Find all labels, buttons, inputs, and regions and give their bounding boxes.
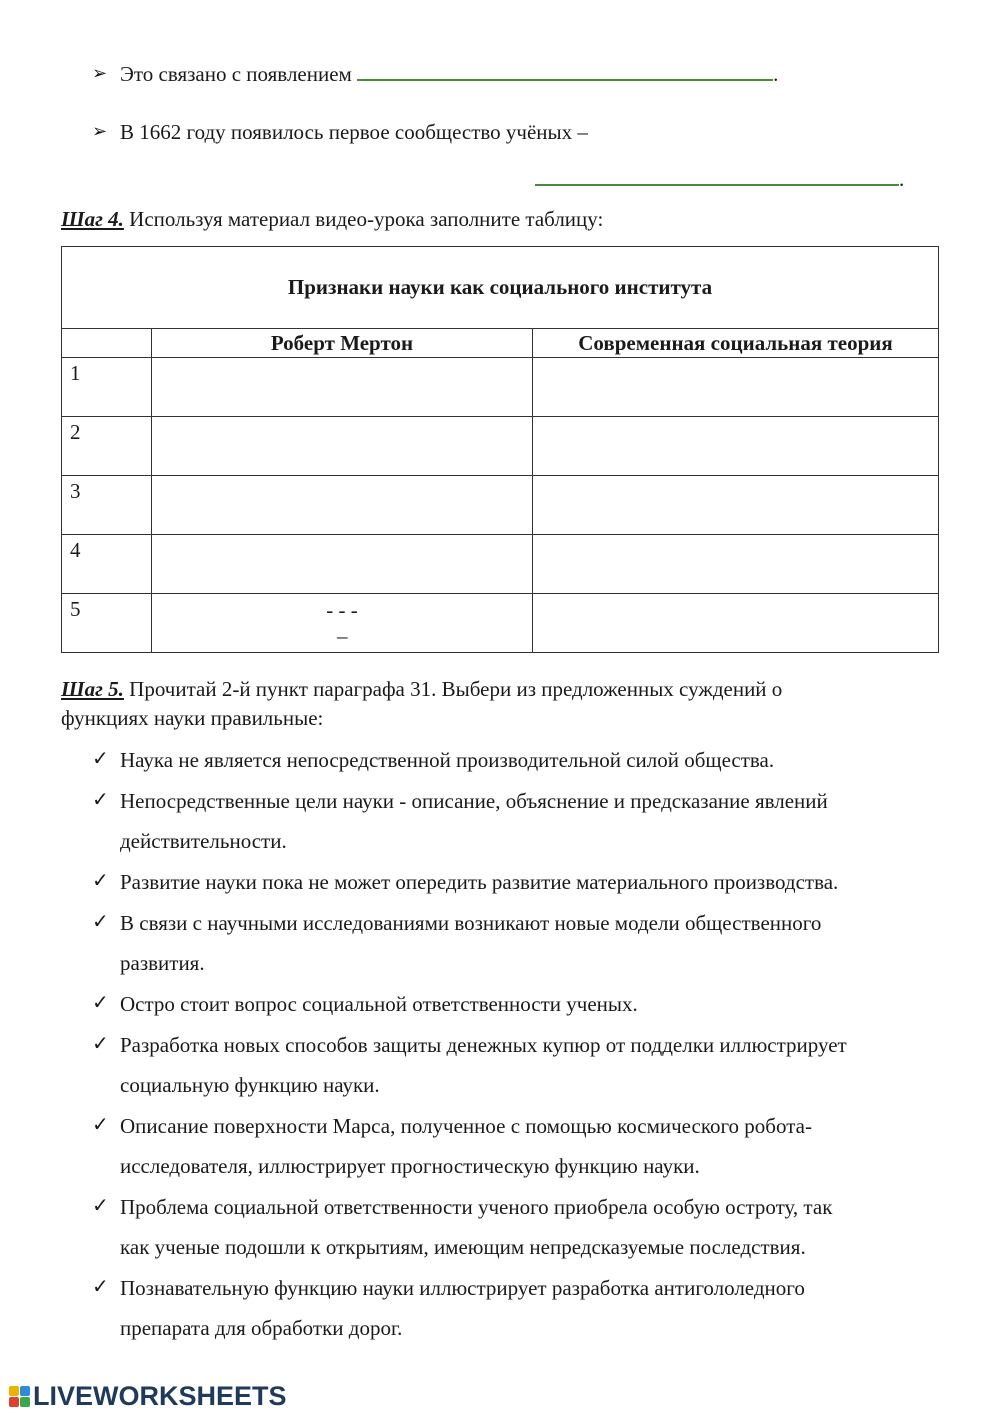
liveworksheets-logo[interactable]	[9, 1381, 287, 1412]
statement-8: Проблема социальной ответственности ученого приобрела особую остроту, так	[120, 1195, 833, 1219]
table-row-num: 1	[62, 358, 152, 417]
intro-line-1	[120, 61, 778, 87]
checkmark-icon[interactable]: ✓	[92, 1195, 109, 1217]
table-row-num: 3	[62, 476, 152, 535]
intro-line-2-end: .	[899, 167, 905, 191]
checkmark-icon[interactable]: ✓	[92, 1033, 109, 1055]
checkmark-icon[interactable]: ✓	[92, 789, 109, 811]
statement-2-cont: действительности.	[120, 829, 287, 853]
answer-blank-2[interactable]	[535, 168, 899, 186]
table-cell-modern[interactable]	[533, 358, 939, 417]
intro-line-1-end: .	[773, 62, 779, 86]
liveworksheets-logo-icon	[9, 1384, 31, 1408]
step4-text: Используя материал видео-урока заполните таблицу:	[123, 207, 604, 231]
table-header-merton: Роберт Мертон	[152, 329, 533, 358]
underscore-text: _	[337, 617, 348, 641]
statement-1: Наука не является непосредственной производительной силой общества.	[120, 748, 775, 772]
statement-4: В связи с научными исследованиями возникают новые модели общественного	[120, 911, 822, 935]
statement-6: Разработка новых способов защиты денежных купюр от подделки иллюстрирует	[120, 1033, 847, 1057]
answer-blank-2-wrap	[535, 166, 904, 192]
checkmark-icon[interactable]: ✓	[92, 1114, 109, 1136]
statement-7-cont: исследователя, иллюстрирует прогностическую функцию науки.	[120, 1154, 700, 1178]
table-cell-merton[interactable]	[152, 535, 533, 594]
table-cell-merton[interactable]	[152, 476, 533, 535]
table-header-num	[62, 329, 152, 358]
features-table	[61, 246, 939, 653]
arrow-bullet-icon: ➢	[92, 121, 108, 141]
answer-blank-1[interactable]	[357, 63, 773, 81]
intro-line-1-text: Это связано с появлением	[120, 62, 352, 86]
checkmark-icon[interactable]: ✓	[92, 992, 109, 1014]
statement-3: Развитие науки пока не может опередить развитие материального производства.	[120, 870, 839, 894]
intro-line-2-text: В 1662 году появилось первое сообщество учёных –	[120, 120, 588, 144]
checkmark-icon[interactable]: ✓	[92, 911, 109, 933]
intro-line-2	[120, 119, 588, 145]
statement-4-cont: развития.	[120, 951, 205, 975]
statement-9-cont: препарата для обработки дорог.	[120, 1316, 403, 1340]
statement-7: Описание поверхности Марса, полученное с помощью космического робота-	[120, 1114, 812, 1138]
checkmark-icon[interactable]: ✓	[92, 748, 109, 770]
step5-label: Шаг 5.	[61, 677, 124, 701]
dashes-text: - - -	[326, 598, 358, 622]
table-cell-modern[interactable]	[533, 417, 939, 476]
table-cell-merton[interactable]	[152, 417, 533, 476]
statement-6-cont: социальную функцию науки.	[120, 1073, 380, 1097]
table-row-num: 5	[62, 594, 152, 653]
table-cell-merton[interactable]	[152, 594, 533, 653]
table-row-num: 4	[62, 535, 152, 594]
statement-2: Непосредственные цели науки - описание, объяснение и предсказание явлений	[120, 789, 828, 813]
step4-instruction	[61, 206, 603, 232]
table-cell-modern[interactable]	[533, 476, 939, 535]
checkmark-icon[interactable]: ✓	[92, 870, 109, 892]
step5-text-1: Прочитай 2-й пункт параграфа 31. Выбери из предложенных суждений о	[123, 677, 783, 701]
logo-text: LIVEWORKSHEETS	[33, 1381, 287, 1411]
table-cell-modern[interactable]	[533, 535, 939, 594]
statement-8-cont: как ученые подошли к открытиям, имеющим непредсказуемые последствия.	[120, 1235, 806, 1259]
table-title: Признаки науки как социального института	[62, 247, 939, 329]
statement-5: Остро стоит вопрос социальной ответственности ученых.	[120, 992, 638, 1016]
step5-instruction-2: функциях науки правильные:	[61, 706, 324, 730]
checkmark-icon[interactable]: ✓	[92, 1276, 109, 1298]
table-header-modern: Современная социальная теория	[533, 329, 939, 358]
statement-9: Познавательную функцию науки иллюстрирует разработка антигололедного	[120, 1276, 805, 1300]
step5-instruction	[61, 676, 782, 702]
arrow-bullet-icon: ➢	[92, 63, 108, 83]
step4-label: Шаг 4.	[61, 207, 124, 231]
table-cell-modern[interactable]	[533, 594, 939, 653]
table-cell-merton[interactable]	[152, 358, 533, 417]
table-row-num: 2	[62, 417, 152, 476]
